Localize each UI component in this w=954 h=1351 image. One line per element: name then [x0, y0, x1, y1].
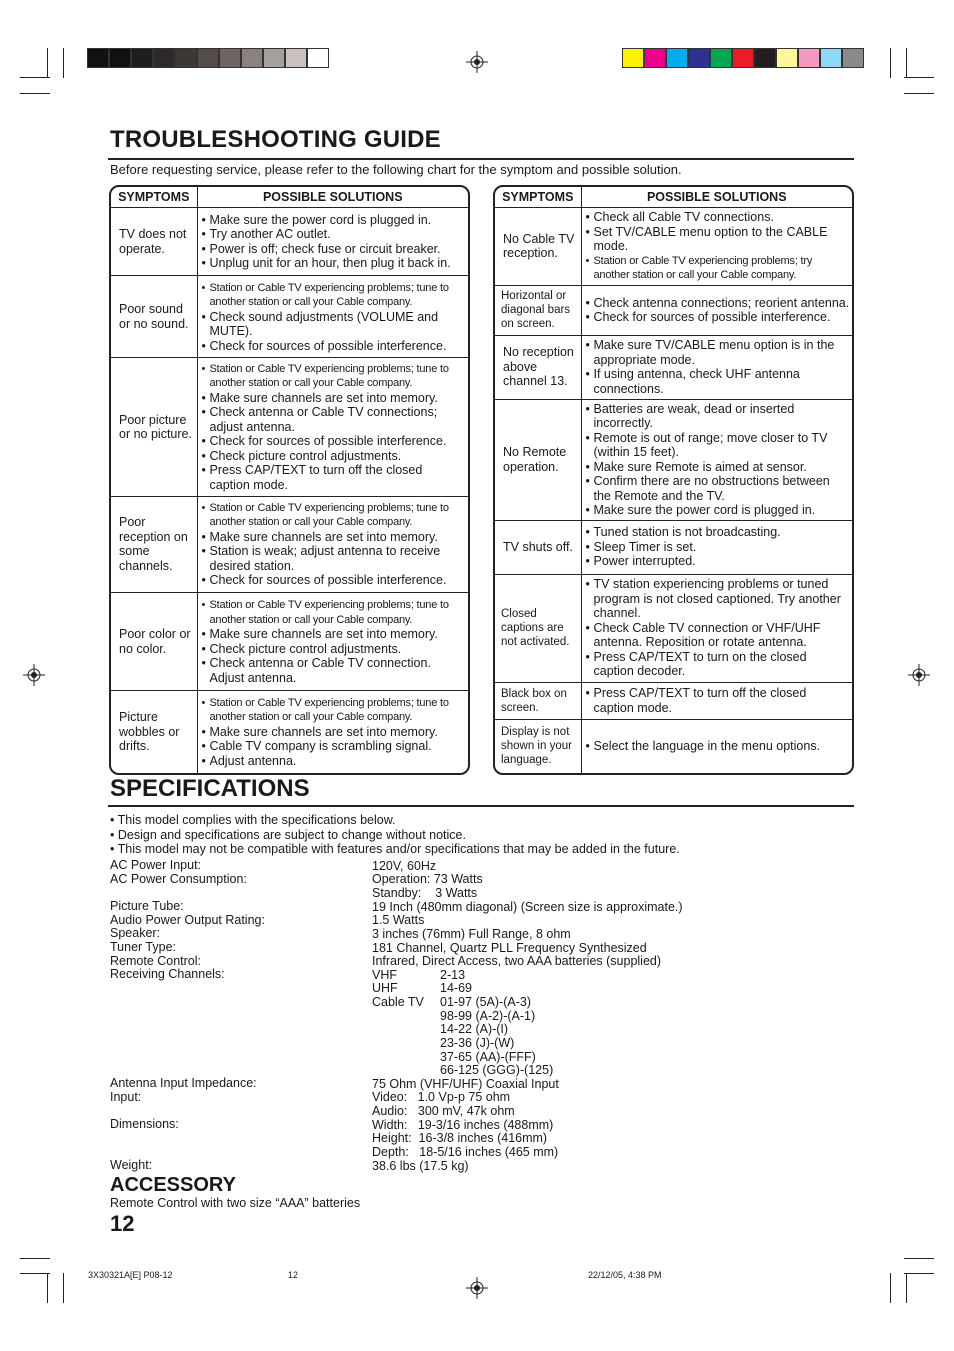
solution-item: • Station or Cable TV experiencing problems; tune to another station or call your Cable company. — [202, 281, 467, 310]
color-swatch — [87, 48, 109, 68]
intro-text: Before requesting service, please refer to the following chart for the symptom and possible solution. — [110, 162, 682, 177]
spec-label: Speaker: — [110, 926, 161, 940]
solution-item: • Select the language in the menu options. — [586, 739, 851, 754]
table-row — [495, 208, 852, 286]
spec-label: AC Power Consumption: — [110, 872, 247, 886]
accessory-text: Remote Control with two size “AAA” batteries — [110, 1196, 361, 1210]
footer-page: 12 — [288, 1270, 299, 1280]
crop-mark — [47, 1273, 48, 1303]
symptoms-header: SYMPTOMS — [111, 187, 197, 208]
spec-note: • Design and specifications are subject to change without notice. — [110, 827, 466, 842]
spec-value: 19 Inch (480mm diagonal) (Screen size is approximate.) — [372, 900, 683, 914]
solution-item: • Make sure channels are set into memory. — [202, 725, 467, 740]
table-row — [495, 719, 852, 773]
color-swatch — [131, 48, 153, 68]
solution-item: • Cable TV company is scrambling signal. — [202, 739, 467, 754]
symptom-cell: Horizontal or diagonal bars on screen. — [495, 285, 581, 335]
footer-file: 3X30321A[E] P08-12 — [88, 1270, 173, 1280]
spec-value: 38.6 lbs (17.5 kg) — [372, 1159, 469, 1173]
spec-value: 75 Ohm (VHF/UHF) Coaxial Input — [372, 1077, 559, 1091]
symptom-cell: Poor sound or no sound. — [111, 276, 197, 358]
spec-value: 01-97 (5A)-(A-3) — [440, 995, 531, 1009]
solution-item: • Check antenna connections; reorient antenna. — [586, 296, 851, 311]
solutions-cell — [581, 285, 852, 335]
crop-mark — [904, 1273, 934, 1274]
solution-item: • Make sure channels are set into memory. — [202, 391, 467, 406]
spec-label: Weight: — [110, 1158, 153, 1172]
spec-label: Receiving Channels: — [110, 967, 225, 981]
crop-mark — [63, 1273, 64, 1303]
solution-item: • Make sure Remote is aimed at sensor. — [586, 460, 851, 475]
spec-value: Width: 19-3/16 inches (488mm) — [372, 1118, 554, 1132]
solution-item: • Check all Cable TV connections. — [586, 210, 851, 225]
solutions-cell — [197, 496, 468, 592]
solution-item: • Check for sources of possible interference. — [202, 339, 467, 354]
table-row — [111, 691, 468, 773]
solution-item: • Check antenna or Cable TV connection. Adjust antenna. — [202, 656, 467, 685]
color-swatch — [798, 48, 820, 68]
solutions-cell — [197, 358, 468, 496]
solution-item: • Station or Cable TV experiencing problems; tune to another station or call your Cable company. — [202, 501, 467, 530]
solution-item: • Unplug unit for an hour, then plug it back in. — [202, 256, 467, 271]
symptom-cell: No Cable TV reception. — [495, 208, 581, 286]
crop-mark — [20, 1258, 50, 1259]
table-row — [111, 208, 468, 276]
solution-item: • Check for sources of possible interference. — [202, 434, 467, 449]
crop-mark — [904, 77, 934, 78]
color-swatch — [622, 48, 644, 68]
symptom-cell: Poor picture or no picture. — [111, 358, 197, 496]
crop-mark — [904, 1258, 934, 1259]
registration-mark-icon — [466, 1277, 488, 1299]
color-swatch — [732, 48, 754, 68]
symptom-cell: Display is not shown in your language. — [495, 719, 581, 773]
symptom-cell: Picture wobbles or drifts. — [111, 691, 197, 773]
spec-value: VHF — [372, 968, 397, 982]
symptoms-header: SYMPTOMS — [495, 187, 581, 208]
solution-item: • Press CAP/TEXT to turn off the closed caption mode. — [586, 686, 851, 715]
color-swatch — [197, 48, 219, 68]
symptom-cell: Poor reception on some channels. — [111, 496, 197, 592]
spec-value: 37-65 (AA)-(FFF) — [440, 1050, 536, 1064]
spec-label: Tuner Type: — [110, 940, 177, 954]
symptom-cell: Black box on screen. — [495, 682, 581, 719]
table-row — [495, 399, 852, 520]
solution-item: • Check Cable TV connection or VHF/UHF antenna. Reposition or rotate antenna. — [586, 621, 851, 650]
spec-value: Height: 16-3/8 inches (416mm) — [372, 1131, 548, 1145]
table-row — [495, 285, 852, 335]
solution-item: • Make sure the power cord is plugged in. — [202, 213, 467, 228]
color-swatch — [263, 48, 285, 68]
spec-value: 120V, 60Hz — [372, 859, 437, 873]
solution-item: • Batteries are weak, dead or inserted incorrectly. — [586, 402, 851, 431]
solution-item: • Check picture control adjustments. — [202, 449, 467, 464]
page-number: 12 — [110, 1211, 135, 1236]
spec-note: • This model complies with the specifications below. — [110, 813, 396, 827]
troubleshooting-table-left — [109, 185, 470, 775]
solution-item: • If using antenna, check UHF antenna connections. — [586, 367, 851, 396]
solution-item: • Station is weak; adjust antenna to receive desired station. — [202, 544, 467, 573]
spec-note: • This model may not be compatible with features and/or specifications that may be added in the future. — [110, 842, 680, 856]
spec-value: Audio: 300 mV, 47k ohm — [372, 1104, 515, 1118]
solution-item: • Remote is out of range; move closer to TV (within 15 feet). — [586, 431, 851, 460]
crop-mark — [20, 77, 50, 78]
solution-item: • Make sure the power cord is plugged in. — [586, 503, 851, 518]
spec-label: AC Power Input: — [110, 858, 202, 872]
spec-value: Infrared, Direct Access, two AAA batteries (supplied) — [372, 954, 662, 968]
color-swatch — [285, 48, 307, 68]
solution-item: • Make sure channels are set into memory. — [202, 530, 467, 545]
solutions-header: POSSIBLE SOLUTIONS — [197, 187, 468, 208]
crop-mark — [20, 1273, 50, 1274]
symptom-cell: Closed captions are not activated. — [495, 574, 581, 682]
solutions-cell — [197, 593, 468, 691]
spec-value: Video: 1.0 Vp-p 75 ohm — [372, 1090, 511, 1104]
spec-value: 14-69 — [440, 981, 472, 995]
color-swatch — [307, 48, 329, 68]
crop-mark — [63, 48, 64, 78]
solutions-cell — [581, 399, 852, 520]
spec-value: 14-22 (A)-(I) — [440, 1022, 509, 1036]
solution-item: • Press CAP/TEXT to turn on the closed caption decoder. — [586, 650, 851, 679]
crop-mark — [890, 48, 891, 78]
registration-mark-icon — [466, 51, 488, 73]
color-swatch — [644, 48, 666, 68]
spec-label: Picture Tube: — [110, 899, 184, 913]
color-swatch — [175, 48, 197, 68]
spec-label: Dimensions: — [110, 1117, 179, 1131]
registration-mark-icon — [23, 664, 45, 686]
color-swatch — [109, 48, 131, 68]
specifications-rule — [108, 805, 854, 807]
page-title: TROUBLESHOOTING GUIDE — [110, 126, 441, 153]
crop-mark — [890, 1273, 891, 1303]
color-swatch — [842, 48, 864, 68]
spec-value: UHF — [372, 981, 398, 995]
spec-value: Standby: 3 Watts — [372, 886, 478, 900]
accessory-title: ACCESSORY — [110, 1174, 236, 1196]
spec-value: Depth: 18-5/16 inches (465 mm) — [372, 1145, 559, 1159]
table-row — [111, 276, 468, 358]
solution-item: • Power is off; check fuse or circuit breaker. — [202, 242, 467, 257]
solutions-cell — [581, 574, 852, 682]
solution-item: • Press CAP/TEXT to turn off the closed caption mode. — [202, 463, 467, 492]
spec-value: 98-99 (A-2)-(A-1) — [440, 1009, 536, 1023]
solutions-cell — [581, 335, 852, 399]
solution-item: • Station or Cable TV experiencing problems; tune to another station or call your Cable company. — [202, 362, 467, 391]
crop-mark — [47, 48, 48, 78]
spec-value: 181 Channel, Quartz PLL Frequency Synthesized — [372, 941, 647, 955]
crop-mark — [906, 48, 907, 78]
solution-item: • Check antenna or Cable TV connections; adjust antenna. — [202, 405, 467, 434]
solution-item: • Station or Cable TV experiencing problems; try another station or call your Cable company. — [586, 254, 851, 283]
color-swatch — [688, 48, 710, 68]
symptom-cell: TV shuts off. — [495, 520, 581, 574]
crop-mark — [904, 93, 934, 94]
spec-value: 23-36 (J)-(W) — [440, 1036, 515, 1050]
crop-mark — [20, 93, 50, 94]
solution-item: • TV station experiencing problems or tuned program is not closed captioned. Try another channel. — [586, 577, 851, 621]
solution-item: • Station or Cable TV experiencing problems; tune to another station or call your Cable company. — [202, 598, 467, 627]
color-swatch — [241, 48, 263, 68]
spec-value: Operation: 73 Watts — [372, 872, 483, 886]
spec-notes — [110, 813, 680, 857]
spec-value: 3 inches (76mm) Full Range, 8 ohm — [372, 927, 571, 941]
crop-mark — [906, 1273, 907, 1303]
spec-value: 1.5 Watts — [372, 913, 425, 927]
color-swatch — [710, 48, 732, 68]
solution-item: • Confirm there are no obstructions between the Remote and the TV. — [586, 474, 851, 503]
table-row — [111, 593, 468, 691]
color-swatch — [754, 48, 776, 68]
spec-label: Input: — [110, 1090, 142, 1104]
spec-value: Cable TV — [372, 995, 424, 1009]
symptom-cell: No reception above channel 13. — [495, 335, 581, 399]
table-row — [495, 520, 852, 574]
color-swatch — [820, 48, 842, 68]
color-swatch — [219, 48, 241, 68]
footer-date: 22/12/05, 4:38 PM — [588, 1270, 662, 1280]
solution-item: • Check for sources of possible interference. — [586, 310, 851, 325]
table-row — [495, 574, 852, 682]
solutions-cell — [581, 682, 852, 719]
color-swatch — [153, 48, 175, 68]
spec-value: 2-13 — [440, 968, 466, 982]
solution-item: • Check for sources of possible interference. — [202, 573, 467, 588]
spec-value: 66-125 (GGG)-(125) — [440, 1063, 554, 1077]
troubleshooting-table-right — [493, 185, 854, 775]
solution-item: • Adjust antenna. — [202, 754, 467, 769]
spec-label: Audio Power Output Rating: — [110, 913, 265, 927]
color-swatch — [776, 48, 798, 68]
solution-item: • Check picture control adjustments. — [202, 642, 467, 657]
solutions-cell — [581, 208, 852, 286]
table-row — [111, 358, 468, 496]
table-row — [495, 335, 852, 399]
solution-item: • Set TV/CABLE menu option to the CABLE mode. — [586, 225, 851, 254]
solutions-cell — [197, 208, 468, 276]
solution-item: • Tuned station is not broadcasting. — [586, 525, 851, 540]
solution-item: • Station or Cable TV experiencing problems; tune to another station or call your Cable company. — [202, 696, 467, 725]
solutions-cell — [197, 276, 468, 358]
color-swatch — [666, 48, 688, 68]
solution-item: • Check sound adjustments (VOLUME and MUTE). — [202, 310, 467, 339]
solution-item: • Sleep Timer is set. — [586, 540, 851, 555]
specifications-title: SPECIFICATIONS — [110, 775, 310, 802]
symptom-cell: No Remote operation. — [495, 399, 581, 520]
solutions-cell — [197, 691, 468, 773]
solutions-cell — [581, 719, 852, 773]
symptom-cell: Poor color or no color. — [111, 593, 197, 691]
solution-item: • Power interrupted. — [586, 554, 851, 569]
symptom-cell: TV does not operate. — [111, 208, 197, 276]
solutions-header: POSSIBLE SOLUTIONS — [581, 187, 852, 208]
solution-item: • Make sure channels are set into memory. — [202, 627, 467, 642]
title-rule — [108, 158, 854, 160]
solutions-cell — [581, 520, 852, 574]
spec-label: Antenna Input Impedance: — [110, 1076, 257, 1090]
spec-label: Remote Control: — [110, 954, 202, 968]
table-row — [111, 496, 468, 592]
solution-item: • Make sure TV/CABLE menu option is in the appropriate mode. — [586, 338, 851, 367]
table-row — [495, 682, 852, 719]
registration-mark-icon — [908, 664, 930, 686]
solution-item: • Try another AC outlet. — [202, 227, 467, 242]
